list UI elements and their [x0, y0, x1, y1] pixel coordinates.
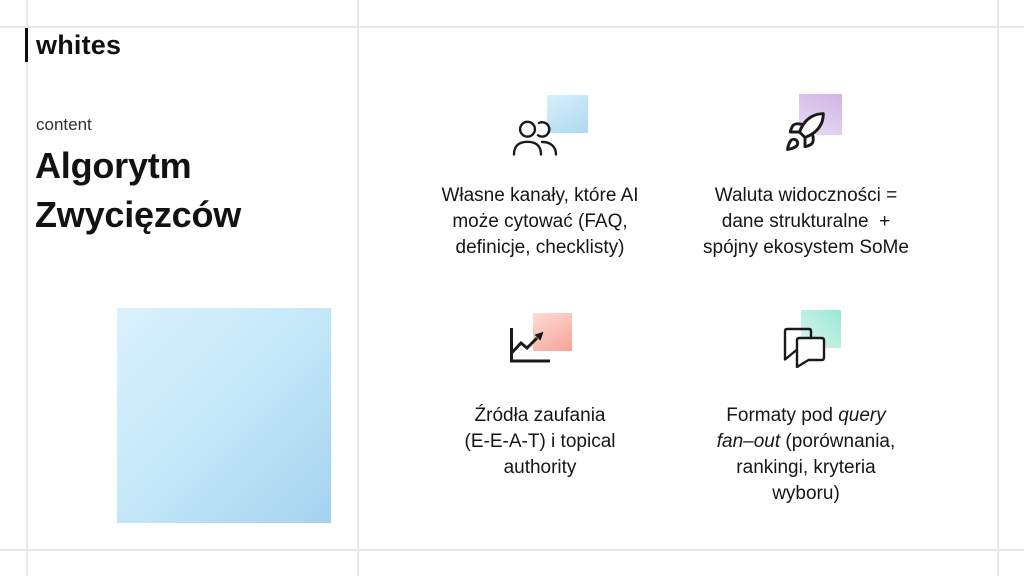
text-italic: query — [838, 405, 886, 426]
section-kicker: content — [36, 115, 92, 134]
rocket-icon — [783, 94, 842, 154]
card-text-trust-sources: Źródła zaufania (E-E-A-T) i topical authority — [464, 405, 616, 478]
trend-chart-icon — [508, 313, 572, 365]
slide-title-line1: Algorytm — [35, 145, 192, 186]
decorative-gradient-square — [117, 308, 331, 523]
card-text-visibility-currency: Waluta widoczności = dane strukturalne + spójny ekosystem SoMe — [703, 185, 909, 258]
grid-line-vertical-left — [26, 0, 28, 576]
logo-bar-icon — [25, 28, 28, 62]
text-italic: fan–out — [716, 431, 781, 452]
users-icon — [512, 95, 588, 157]
logo-text: whites — [36, 30, 122, 60]
grid-line-vertical-middle — [357, 0, 359, 576]
text-regular: (porównania, — [780, 431, 896, 452]
grid-line-horizontal-bottom — [0, 549, 1024, 551]
slide-title-line2: Zwycięzców — [35, 194, 242, 235]
grid-line-vertical-right — [997, 0, 999, 576]
slide-title — [35, 141, 241, 239]
card-text-own-channels: Własne kanały, które AI może cytować (FAQ, definicje, checklisty) — [441, 185, 639, 258]
grid-line-horizontal-top — [0, 26, 1024, 28]
card-text-query-fanout-formats: Formaty pod query fan–out (porównania, rankingi, kryteria wyboru) — [716, 405, 896, 504]
chat-bubbles-icon — [778, 310, 841, 368]
text-regular: Formaty pod — [726, 405, 839, 426]
